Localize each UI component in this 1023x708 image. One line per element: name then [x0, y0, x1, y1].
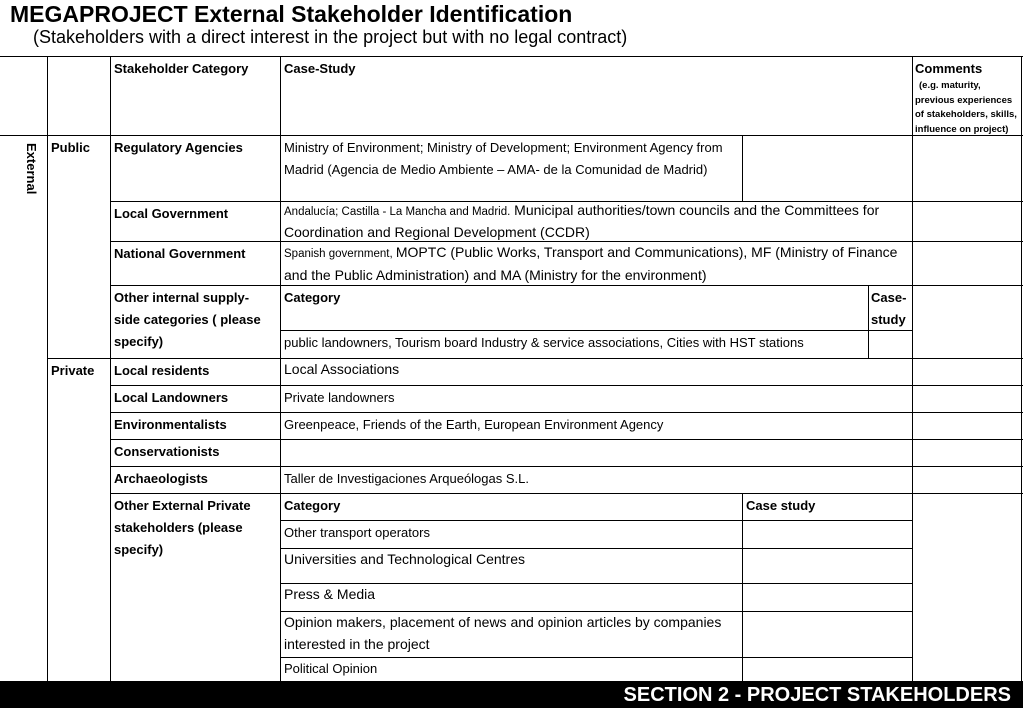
category-local-government: Local Government	[114, 206, 229, 221]
list-item: Other transport operators	[284, 525, 430, 540]
column-divider	[280, 56, 281, 681]
category-national-government: National Government	[114, 246, 246, 261]
list-item: Opinion makers, placement of news and opinion articles by companies interested in the project	[284, 614, 722, 652]
case-environmentalists: Greenpeace, Friends of the Earth, European Environment Agency	[284, 417, 664, 432]
case-other-internal: public landowners, Tourism board Industry & service associations, Cities with HST stations	[284, 335, 804, 350]
section-title: SECTION 2 - PROJECT STAKEHOLDERS	[623, 684, 1011, 706]
section-footer	[0, 681, 1023, 708]
row-divider	[0, 135, 1023, 136]
case-regulatory: Ministry of Environment; Ministry of Development; Environment Agency from Madrid (Agencia de Medio Ambiente – AMA- de la Comunidad de Madrid)	[284, 140, 723, 177]
category-regulatory: Regulatory Agencies	[114, 140, 243, 155]
case-local-landowners: Private landowners	[284, 390, 395, 405]
case-national-government-part2: MOPTC (Public Works, Transport and Communications), MF (Ministry of Finance and the Public Administration) and MA (Ministry for the environment)	[284, 244, 898, 283]
case-national-government-part1: Spanish government,	[284, 248, 396, 260]
list-item: Universities and Technological Centres	[284, 551, 525, 567]
subheader-category: Category	[284, 290, 341, 305]
page-subtitle: (Stakeholders with a direct interest in the project but with no legal contract)	[33, 27, 628, 47]
row-divider	[110, 439, 1023, 440]
public-label: Public	[51, 140, 91, 155]
table-border	[1021, 56, 1022, 681]
row-divider	[110, 412, 1023, 413]
row-divider	[110, 385, 1023, 386]
list-item: Political Opinion	[284, 661, 378, 676]
case-local-government	[284, 200, 909, 243]
column-divider	[110, 56, 111, 681]
subheader-case-study: Case-study	[871, 290, 907, 327]
case-archaeologists: Taller de Investigaciones Arqueólogas S.L.	[284, 471, 529, 486]
column-divider	[742, 135, 743, 201]
row-divider	[110, 466, 1023, 467]
header-comments-note: (e.g. maturity, previous experiences of stakeholders, skills, influence on project)	[915, 80, 1017, 135]
table-border	[0, 56, 1023, 57]
case-local-government-part2: Municipal authorities/town councils and the Committees for Coordination and Regional Development (CCDR)	[284, 202, 880, 240]
category-other-internal: Other internal supply-side categories ( please specify)	[114, 290, 261, 349]
case-national-government	[284, 242, 914, 286]
category-environmentalists: Environmentalists	[114, 417, 227, 432]
category-conservationists: Conservationists	[114, 444, 220, 459]
header-category: Stakeholder Category	[114, 61, 249, 76]
category-other-external: Other External Private stakeholders (please specify)	[114, 498, 251, 557]
row-divider	[110, 493, 1023, 494]
private-label: Private	[51, 363, 95, 378]
row-divider	[280, 520, 912, 521]
category-local-residents: Local residents	[114, 363, 210, 378]
category-local-landowners: Local Landowners	[114, 390, 229, 405]
subheader-category-external: Category	[284, 498, 341, 513]
category-archaeologists: Archaeologists	[114, 471, 208, 486]
column-divider	[868, 285, 869, 358]
case-local-residents: Local Associations	[284, 361, 400, 377]
column-divider	[47, 56, 48, 681]
column-divider	[912, 56, 913, 681]
header-case-study: Case-Study	[284, 61, 356, 76]
subheader-case-study-external: Case study	[746, 498, 816, 513]
row-divider	[47, 358, 1023, 359]
case-local-government-part1: Andalucía; Castilla - La Mancha and Madrid.	[284, 206, 511, 218]
list-item: Press & Media	[284, 586, 376, 602]
column-divider	[742, 493, 743, 681]
header-comments: Comments	[915, 61, 983, 76]
page-title: MEGAPROJECT External Stakeholder Identification	[10, 1, 573, 27]
external-label: External	[24, 143, 39, 195]
row-divider	[280, 330, 912, 331]
